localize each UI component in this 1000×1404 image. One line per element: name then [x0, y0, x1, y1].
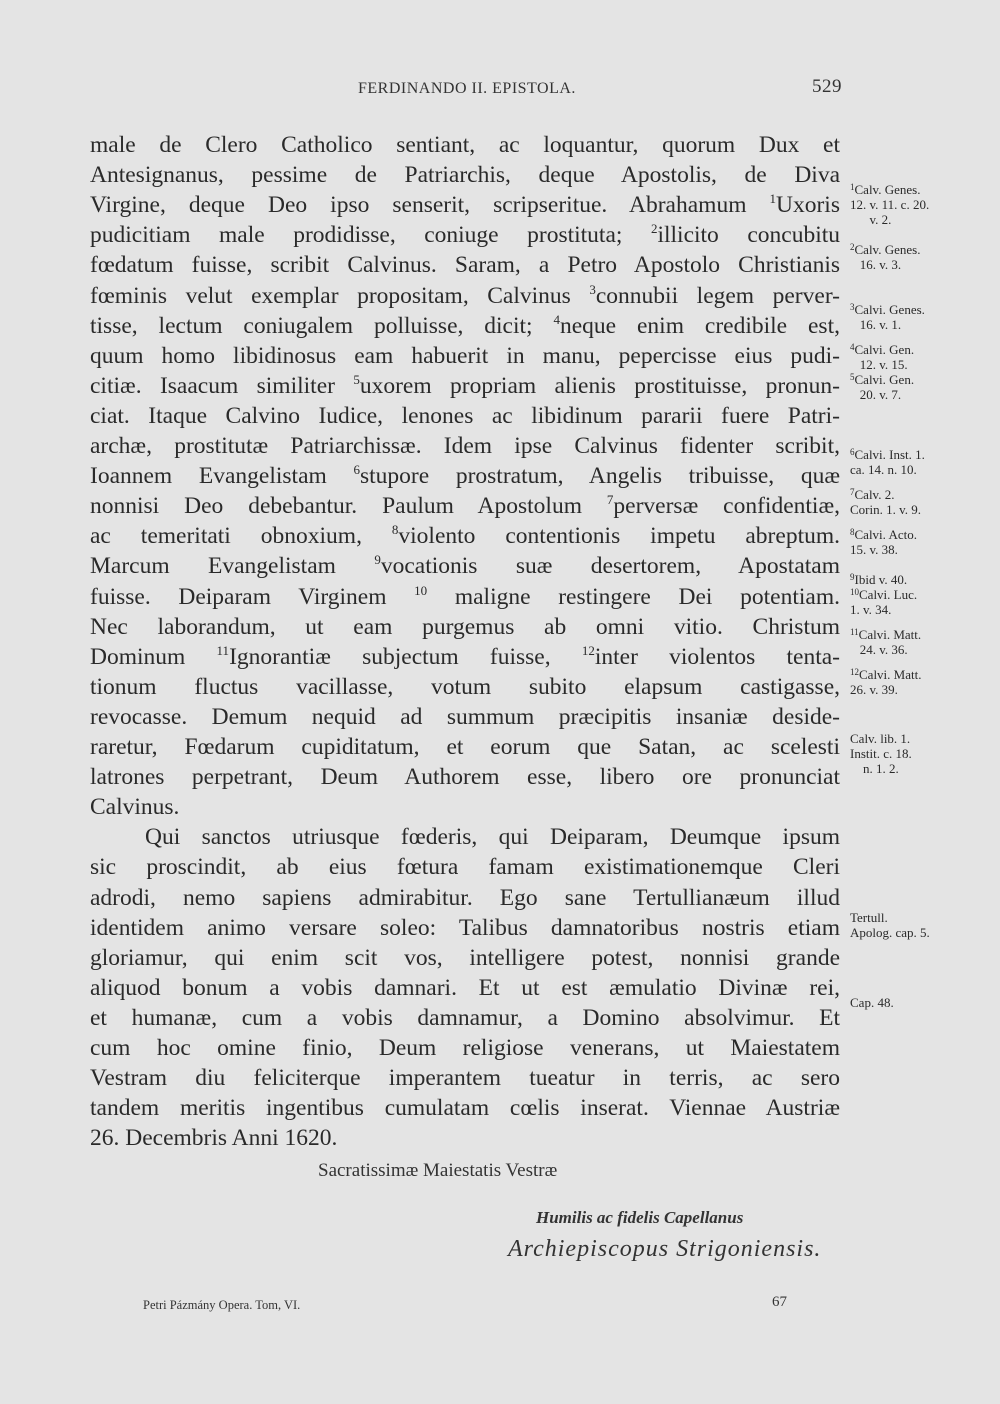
footnote-ref: 11 — [216, 642, 230, 658]
text-run: stupore prostratum, Angelis tribuisse, quæ — [359, 463, 840, 490]
text-line — [90, 672, 840, 702]
margin-note-ref: 10 — [850, 587, 859, 597]
text-run: Marcum Evangelistam — [90, 553, 375, 580]
text-line — [90, 190, 840, 220]
margin-note-text: Calv. Genes. 12. v. 11. c. 20. v. 2. — [850, 182, 930, 227]
text-run: et humanæ, cum a vobis damnamur, a Domino absolvimur. Et — [90, 1004, 840, 1031]
text-run: Ignorantiæ subjectum fuisse, — [229, 643, 582, 670]
footnote-ref: 2 — [650, 221, 658, 237]
text-run: neque enim credibile est, — [559, 312, 840, 339]
text-run: adrodi, nemo sapiens admirabitur. Ego sane Tertullianæum illud — [90, 884, 840, 911]
text-line — [145, 822, 840, 852]
text-run: citiæ. Isaacum similiter — [90, 372, 354, 399]
text-run: fœminis velut exemplar propositam, Calvinus — [90, 282, 590, 309]
text-line — [90, 973, 840, 1003]
text-run: violento contentionis impetu abreptum. — [398, 523, 840, 550]
footnote-ref: 12 — [581, 642, 595, 658]
text-line — [90, 401, 840, 431]
text-line — [90, 1063, 840, 1093]
margin-note — [850, 342, 970, 372]
margin-note-text: Cap. 48. — [850, 995, 894, 1010]
footnote-ref: 5 — [353, 371, 360, 387]
margin-note-text: Ibid v. 40. — [854, 572, 908, 587]
margin-note-text: Calvi. Matt. 24. v. 36. — [858, 627, 922, 657]
margin-note-ref: 12 — [850, 667, 859, 677]
text-run: Vestram diu feliciterque imperantem tueatur in terris, ac sero — [90, 1065, 840, 1092]
page-number: 529 — [812, 76, 842, 97]
text-line — [90, 551, 840, 581]
margin-note — [850, 587, 970, 617]
text-run: maligne restingere Dei potentiam. — [427, 583, 840, 610]
margin-note-ref: 9 — [850, 572, 855, 582]
text-run: Dominum — [90, 643, 217, 670]
footnote-ref: 3 — [589, 281, 596, 297]
margin-note-ref: 2 — [850, 242, 855, 252]
text-line — [90, 341, 840, 371]
margin-note — [850, 731, 970, 776]
margin-note-text: Calv. lib. 1. Instit. c. 18. n. 1. 2. — [850, 731, 912, 776]
margin-note-text: Calvi. Gen. 12. v. 15. — [854, 342, 915, 372]
margin-note-text: Calv. 2. Corin. 1. v. 9. — [850, 487, 922, 517]
text-line — [90, 461, 840, 491]
margin-note-ref: 4 — [850, 342, 855, 352]
margin-note — [850, 627, 970, 657]
text-run: cum hoc omine finio, Deum religiose venerans, ut Maiestatem — [90, 1035, 840, 1061]
margin-note — [850, 667, 970, 697]
footnote-ref: 9 — [374, 552, 381, 568]
footnote-ref: 7 — [606, 492, 614, 508]
text-line — [90, 281, 840, 311]
text-run: Nec laborandum, ut eam purgemus ab omni vitio. Christum — [90, 613, 840, 640]
margin-note — [850, 372, 970, 402]
text-run: pudicitiam male prodidisse, coniuge prostituta; — [90, 222, 651, 249]
text-run: gloriamur, qui enim scit vos, intelligere potest, nonnisi grande — [90, 944, 840, 971]
text-run: quum homo libidinosus eam habuerit in manu, pepercisse eius pudi- — [90, 342, 840, 369]
margin-note — [850, 302, 970, 332]
text-line — [90, 883, 840, 913]
margin-note-ref: 5 — [850, 372, 855, 382]
text-run: Ioannem Evangelistam — [90, 463, 354, 490]
text-line — [90, 732, 840, 762]
closing-salutation: Sacratissimæ Maiestatis Vestræ — [318, 1160, 558, 1181]
text-run: fuisse. Deiparam Virginem — [90, 583, 415, 610]
text-run: archæ, prostitutæ Patriarchissæ. Idem ipse Calvinus fidenter scribit, — [90, 433, 840, 459]
text-run: 26. Decembris Anni 1620. — [90, 1125, 338, 1152]
footnote-ref: 8 — [391, 522, 399, 538]
margin-note-text: Calv. Genes. 16. v. 3. — [854, 242, 921, 272]
text-run: latrones perpetrant, Deum Authorem esse, libero ore pronunciat — [90, 764, 840, 791]
text-line — [90, 612, 840, 642]
margin-note — [850, 995, 970, 1010]
margin-note-text: Calvi. Matt. 26. v. 39. — [850, 667, 922, 697]
text-line — [90, 943, 840, 973]
margin-note — [850, 487, 970, 517]
margin-note-text: Calvi. Luc. 1. v. 34. — [850, 587, 918, 617]
text-line — [90, 792, 840, 822]
text-line — [90, 220, 840, 250]
margin-note — [850, 910, 970, 940]
text-line — [90, 702, 840, 732]
margin-note — [850, 527, 970, 557]
text-line — [90, 582, 840, 612]
text-run: Antesignanus, pessime de Patriarchis, deque Apostolis, de Diva — [90, 162, 840, 189]
margin-note-ref: 11 — [850, 627, 859, 637]
margin-note-ref: 3 — [850, 302, 855, 312]
text-line — [90, 311, 840, 341]
text-run: sic proscindit, ab eius fœtura famam existimationemque Cleri — [90, 854, 840, 881]
text-run: fœdatum fuisse, scribit Calvinus. Saram, a Petro Apostolo Christianis — [90, 252, 840, 279]
text-run: ac temeritati obnoxium, — [90, 523, 392, 550]
text-line — [90, 762, 840, 792]
margin-note — [850, 242, 970, 272]
margin-note — [850, 572, 970, 587]
footnote-ref: 10 — [414, 582, 428, 598]
text-line — [90, 1003, 840, 1033]
text-run: tisse, lectum coniugalem polluisse, dicit; — [90, 312, 554, 339]
text-run: inter violentos tenta- — [594, 643, 840, 670]
text-line — [90, 1093, 840, 1123]
text-line — [90, 130, 840, 160]
text-run: nonnisi Deo debebantur. Paulum Apostolum — [90, 493, 607, 520]
text-line — [90, 1033, 840, 1063]
text-line — [90, 491, 840, 521]
text-line — [90, 521, 840, 551]
text-run: tandem meritis ingentibus cumulatam cœlis inserat. Viennae Austriæ — [90, 1095, 840, 1122]
footnote-ref: 6 — [353, 462, 360, 478]
text-run: Calvinus. — [90, 794, 180, 821]
text-run: Qui sanctos utriusque fœderis, qui Deiparam, Deumque ipsum — [145, 824, 840, 851]
text-line — [90, 852, 840, 882]
signature-line-2: Archiepiscopus Strigoniensis. — [508, 1236, 822, 1262]
text-run: raretur, Fœdarum cupiditatum, et eorum que Satan, ac scelesti — [90, 734, 840, 760]
footer-sheet-number: 67 — [772, 1294, 787, 1310]
text-run: Uxoris — [776, 192, 840, 219]
margin-note — [850, 447, 970, 477]
text-run: perversæ confidentiæ, — [613, 493, 841, 520]
margin-note-text: Calvi. Acto. 15. v. 38. — [850, 527, 917, 557]
margin-note-text: Calvi. Gen. 20. v. 7. — [854, 372, 915, 402]
margin-note-text: Tertull. Apolog. cap. 5. — [850, 910, 930, 940]
text-line — [90, 913, 840, 943]
text-run: identidem animo versare soleo: Talibus damnatoribus nostris etiam — [90, 914, 840, 941]
text-line — [90, 371, 840, 401]
signature-line-1: Humilis ac fidelis Capellanus — [536, 1208, 744, 1227]
text-run: male de Clero Catholico sentiant, ac loquantur, quorum Dux et — [90, 132, 840, 158]
text-line — [90, 1123, 840, 1153]
text-run: uxorem propriam alienis prostituisse, pronun- — [359, 372, 840, 399]
text-run: vocationis suæ desertorem, Apostatam — [380, 553, 840, 580]
margin-note-ref: 1 — [850, 182, 855, 192]
margin-note-text: Calvi. Genes. 16. v. 1. — [854, 302, 925, 332]
running-head-title: FERDINANDO II. EPISTOLA. — [358, 80, 576, 97]
margin-note-text: Calvi. Inst. 1. ca. 14. n. 10. — [850, 447, 925, 477]
text-line — [90, 160, 840, 190]
text-run: ciat. Itaque Calvino Iudice, lenones ac libidinum pararii fuere Patri- — [90, 402, 840, 429]
text-line — [90, 250, 840, 280]
margin-note-ref: 8 — [850, 527, 855, 537]
footnote-ref: 4 — [553, 311, 560, 327]
text-run: revocasse. Demum nequid ad summum præcipitis insaniæ deside- — [90, 703, 840, 730]
margin-note-ref: 7 — [850, 487, 855, 497]
text-run: aliquod bonum a vobis damnari. Et ut est æmulatio Divinæ rei, — [90, 974, 840, 1001]
footer-source: Petri Pázmány Opera. Tom, VI. — [143, 1298, 301, 1312]
margin-note-ref: 6 — [850, 447, 855, 457]
footnote-ref: 1 — [769, 191, 777, 207]
margin-note — [850, 182, 970, 227]
text-run: tionum fluctus vacillasse, votum subito elapsum castigasse, — [90, 673, 840, 700]
text-run: Virgine, deque Deo ipso senserit, scripseritue. Abrahamum — [90, 192, 770, 219]
text-run: connubii legem perver- — [595, 282, 840, 309]
text-line — [90, 642, 840, 672]
text-line — [90, 431, 840, 461]
text-run: illicito concubitu — [657, 222, 840, 249]
